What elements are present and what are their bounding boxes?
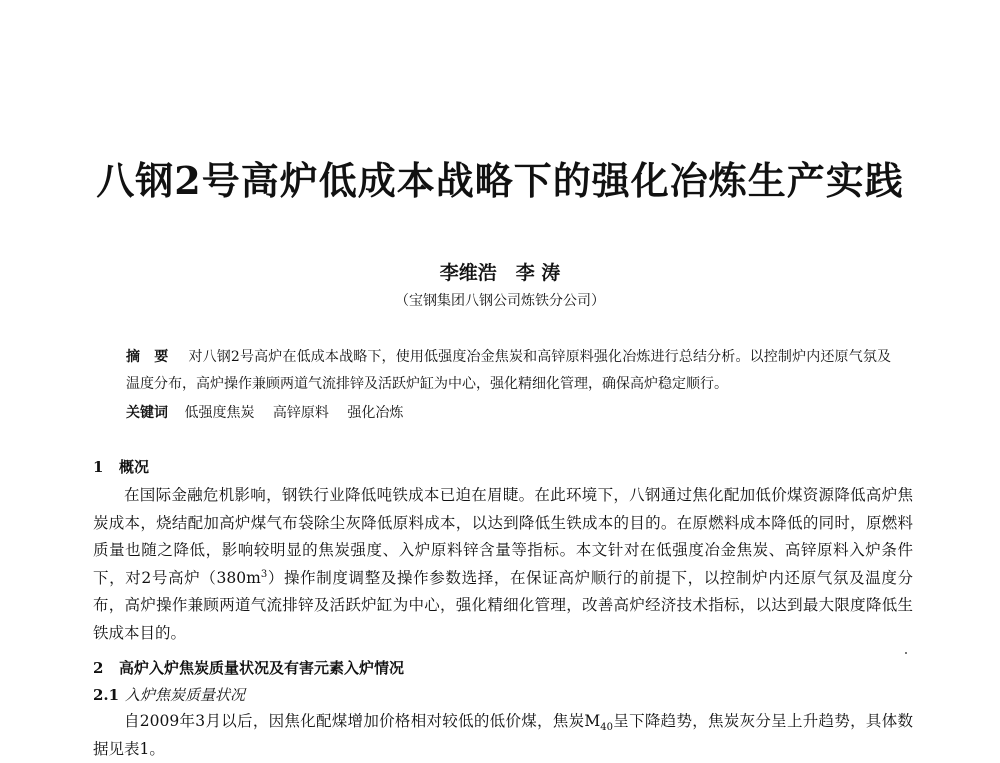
paragraph-text: 自2009年3月以后，因焦化配煤增加价格相对较低的低价煤，焦炭M: [124, 712, 601, 730]
abstract-label: 摘 要: [126, 349, 169, 365]
keyword: 低强度焦炭: [184, 405, 255, 421]
section-number: 1: [93, 458, 104, 476]
section-heading-2: [93, 657, 404, 679]
paper-title: 八钢2号高炉低成本战略下的强化冶炼生产实践: [96, 158, 904, 203]
subscript: 40: [600, 722, 613, 734]
section-2-1-paragraph: [93, 708, 913, 763]
section-1-paragraph: [93, 482, 913, 647]
section-number: 2: [93, 659, 104, 677]
section-title: 高炉入炉焦炭质量状况及有害元素入炉情况: [119, 659, 405, 677]
keywords: [126, 402, 891, 424]
section-title: 概况: [119, 458, 150, 476]
abstract: [126, 344, 891, 398]
keyword: 高锌原料: [272, 405, 329, 421]
scan-speck: [905, 652, 907, 654]
abstract-text: 对八钢2号高炉在低成本战略下，使用低强度冶金焦炭和高锌原料强化冶炼进行总结分析。以控制炉内还原气氛及温度分布，高炉操作兼顾两道气流排锌及活跃炉缸为中心，强化精细化管理，确保高炉稳定顺行。: [126, 349, 891, 392]
paragraph-text: 呈下降趋势，焦炭灰分呈上升趋势，具体数据见表1。: [93, 712, 913, 758]
paragraph-text: 在国际金融危机影响，钢铁行业降低吨铁成本已迫在眉睫。在此环境下，八钢通过焦化配加低价煤资源降低高炉焦炭成本，烧结配加高炉煤气布袋除尘灰降低原料成本，以达到降低生铁成本的目的。在原燃料成本降低的同时，原燃料质量也随之降低，影响较明显的焦炭强度、入炉原料锌含量等指标。本文针对在低强度冶金焦炭、高锌原料入炉条件下，对2号高炉（380m: [93, 486, 913, 587]
authors: 李维浩 李 涛: [439, 262, 561, 284]
superscript: 3: [260, 568, 268, 580]
keywords-label: 关键词: [126, 405, 168, 421]
subsection-title: 入炉焦炭质量状况: [125, 686, 246, 704]
affiliation: （宝钢集团八钢公司炼铁分公司）: [395, 293, 605, 309]
keyword: 强化冶炼: [347, 405, 404, 421]
subsection-heading-2-1: [93, 684, 245, 706]
paragraph-text: ）操作制度调整及操作参数选择，在保证高炉顺行的前提下，以控制炉内还原气氛及温度分布，高炉操作兼顾两道气流排锌及活跃炉缸为中心，强化精细化管理，改善高炉经济技术指标，以达到最大限度降低生铁成本目的。: [93, 568, 913, 642]
section-heading-1: [93, 456, 149, 478]
subsection-number: 2.1: [93, 686, 120, 704]
